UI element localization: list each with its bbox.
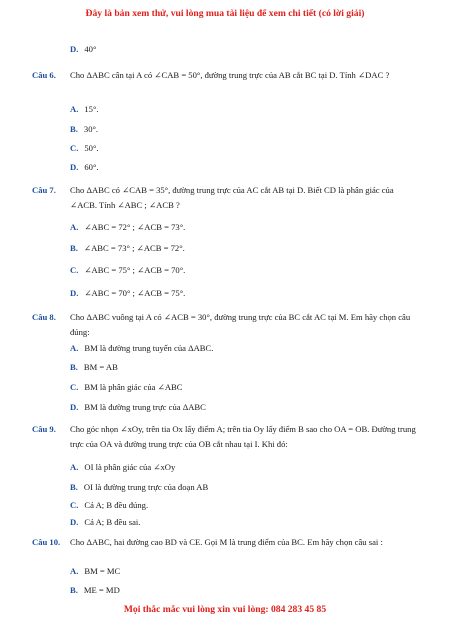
option-d: D. ∠ABC = 70° ; ∠ACB = 75°. [70,288,186,298]
contact-footer: Mọi thắc mắc vui lòng xin vui lòng: 084 283 45 85 [123,604,327,615]
option-d: D. Cả A; B đều sai. [70,517,141,527]
preview-banner: Đây là bản xem thử, vui lòng mua tài liệu để xem chi tiết (có lời giải) [85,8,365,19]
option-a: A. BM là đường trung tuyến của ΔABC. [70,343,214,353]
question-stem: Cho ΔABC, hai đường cao BD và CE. Gọi M là trung điểm của BC. Em hãy chọn câu sai : [70,537,383,547]
option-d: D. BM là đường trung trực của ΔABC [70,402,206,412]
question-number: Câu 8. [32,312,56,322]
option-a: A. OI là phân giác của ∠xOy [70,462,176,472]
question-number: Câu 10. [32,537,61,547]
option-c: C. 50°. [70,143,99,153]
option-c: C. BM là phân giác của ∠ABC [70,382,183,392]
question-stem: Cho ΔABC có ∠CAB = 35°, đường trung trực của AC cắt AB tại D. Biết CD là phân giác của ∠ACB. Tính ∠ABC ; ∠ACB ? [70,185,394,210]
question-stem: Cho ΔABC vuông tại A có ∠ACB = 30°, đường trung trực của BC cắt AC tại M. Em hãy chọn câu đúng: [70,312,411,337]
option-c: C. Cả A; B đều đúng. [70,500,149,510]
question-stem: Cho ΔABC cân tại A có ∠CAB = 50°, đường trung trực của AB cắt BC tại D. Tính ∠DAC ? [70,70,390,80]
question-stem: Cho góc nhọn ∠xOy, trên tia Ox lấy điểm A; trên tia Oy lấy điểm B sao cho OA = OB. Đường trung trực của OA và đường trung trực của OB cắt nhau tại I. Khi đó: [70,424,416,449]
option-b: B. ME = MD [70,585,120,595]
option-a: A. BM = MC [70,566,121,576]
option-c: C. ∠ABC = 75° ; ∠ACB = 70°. [70,265,186,275]
question-number: Câu 7. [32,185,56,195]
question-number: Câu 6. [32,70,56,80]
question-number: Câu 9. [32,424,56,434]
q5-option-d: D. 40° [70,44,97,54]
option-d: D. 60°. [70,162,99,172]
option-a: A. 15°. [70,104,99,114]
option-b: B. BM = AB [70,362,118,372]
option-b: B. OI là đường trung trực của đoạn AB [70,482,209,492]
option-b: B. ∠ABC = 73° ; ∠ACB = 72°. [70,243,185,253]
option-b: B. 30°. [70,124,99,134]
option-a: A. ∠ABC = 72° ; ∠ACB = 73°. [70,222,186,232]
